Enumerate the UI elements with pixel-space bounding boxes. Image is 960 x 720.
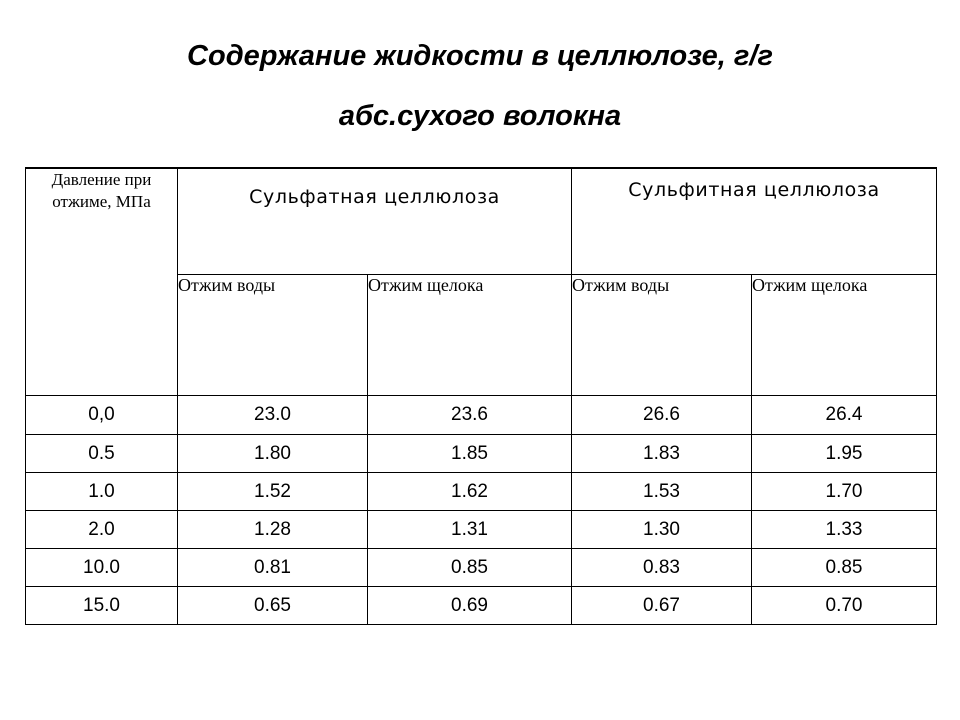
value-cell: 1.30 (572, 511, 752, 549)
slide-title-line-2: абс.сухого волокна (338, 100, 622, 132)
value-cell: 23.0 (178, 396, 368, 435)
group-header-sulfite: Сульфитная целлюлоза (572, 168, 937, 275)
pressure-cell: 1.0 (26, 473, 178, 511)
value-cell: 1.62 (368, 473, 572, 511)
value-cell: 0.81 (178, 549, 368, 587)
data-table (25, 167, 937, 625)
value-cell: 0.67 (572, 587, 752, 625)
value-cell: 0.70 (752, 587, 937, 625)
group-header-sulfate: Сульфатная целлюлоза (178, 168, 572, 275)
subheader-sulfite-liquor: Отжим щелока (752, 275, 937, 396)
value-cell: 1.95 (752, 435, 937, 473)
pressure-cell: 0,0 (26, 396, 178, 435)
value-cell: 0.85 (752, 549, 937, 587)
pressure-cell: 15.0 (26, 587, 178, 625)
pressure-cell: 0.5 (26, 435, 178, 473)
table-row (26, 396, 937, 435)
value-cell: 0.85 (368, 549, 572, 587)
value-cell: 0.83 (572, 549, 752, 587)
value-cell: 23.6 (368, 396, 572, 435)
value-cell: 0.69 (368, 587, 572, 625)
value-cell: 26.4 (752, 396, 937, 435)
table-body (26, 396, 937, 625)
value-cell: 1.53 (572, 473, 752, 511)
subheader-sulfite-water: Отжим воды (572, 275, 752, 396)
table-row (26, 473, 937, 511)
table-row (26, 587, 937, 625)
value-cell: 26.6 (572, 396, 752, 435)
value-cell: 1.70 (752, 473, 937, 511)
subheader-sulfate-water: Отжим воды (178, 275, 368, 396)
slide-title-line-1: Содержание жидкости в целлюлозе, г/г (187, 40, 773, 72)
pressure-cell: 10.0 (26, 549, 178, 587)
value-cell: 1.33 (752, 511, 937, 549)
value-cell: 1.83 (572, 435, 752, 473)
value-cell: 1.52 (178, 473, 368, 511)
table-header-row-groups (26, 168, 937, 275)
value-cell: 1.80 (178, 435, 368, 473)
value-cell: 0.65 (178, 587, 368, 625)
subheader-sulfate-liquor: Отжим щелока (368, 275, 572, 396)
table-row (26, 549, 937, 587)
value-cell: 1.31 (368, 511, 572, 549)
table-row (26, 511, 937, 549)
pressure-cell: 2.0 (26, 511, 178, 549)
value-cell: 1.85 (368, 435, 572, 473)
pressure-column-header: Давление при отжиме, МПа (26, 168, 178, 396)
table-row (26, 435, 937, 473)
value-cell: 1.28 (178, 511, 368, 549)
